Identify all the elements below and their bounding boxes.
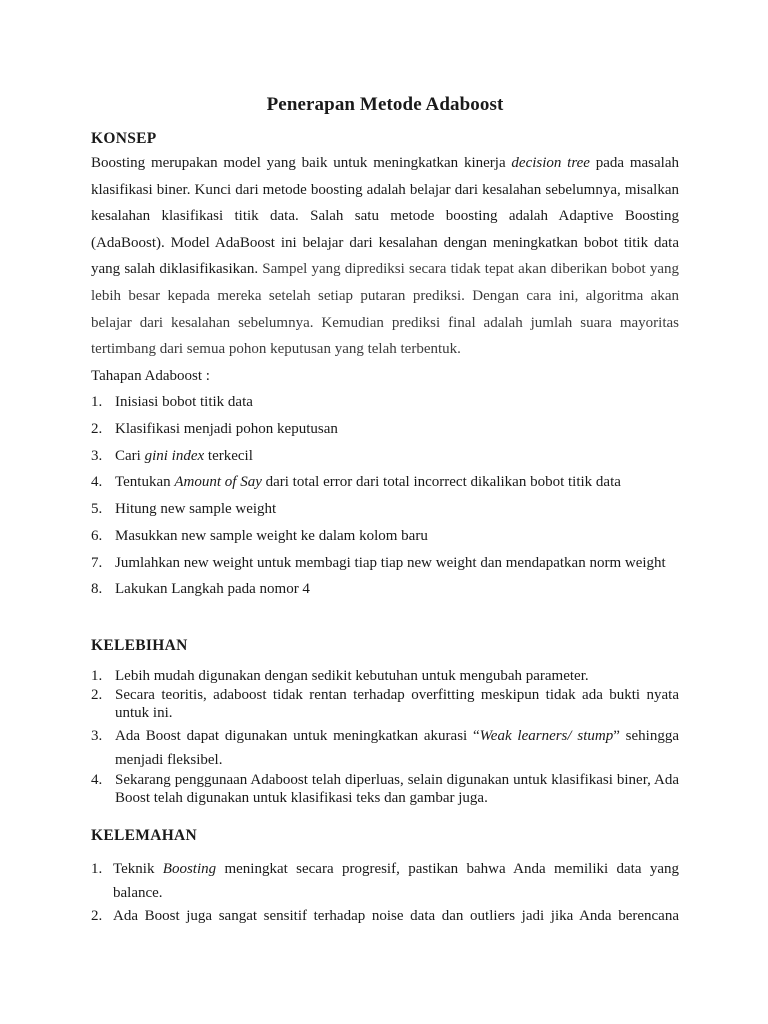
item-italic: Weak learners/ stump (479, 728, 614, 745)
item-number: 1. (91, 861, 103, 878)
konsep-heading: KONSEP (91, 130, 157, 147)
tahapan-label: Tahapan Adaboost : (91, 367, 210, 384)
item-text: Secara teoritis, adaboost tidak rentan terhadap overfitting meskipun tidak ada bukti nyata untuk ini. (115, 687, 679, 721)
item-text: Sekarang penggunaan Adaboost telah diperluas, selain digunakan untuk klasifikasi biner, Ada Boost telah digunakan untuk klasifikasi teks dan gambar juga. (115, 772, 679, 806)
item-italic: Amount of Say (174, 474, 262, 491)
kelemahan-heading: KELEMAHAN (91, 827, 198, 845)
konsep-italic-term: decision tree (511, 155, 590, 171)
item-number: 7. (91, 554, 103, 571)
item-number: 3. (91, 728, 103, 745)
item-text-post: terkecil (204, 447, 253, 464)
list-item (91, 389, 679, 416)
document-title: Penerapan Metode Adaboost (266, 94, 504, 115)
spacer (91, 809, 679, 827)
list-item (91, 469, 679, 496)
list-item (91, 724, 679, 772)
item-text: Hitung new sample weight (115, 501, 277, 518)
item-text: Jumlahkan new weight untuk membagi tiap tiap new weight dan mendapatkan norm weight (115, 554, 666, 571)
list-item (91, 576, 679, 603)
list-item (91, 668, 679, 686)
list-item (91, 550, 679, 577)
item-text: Lakukan Langkah pada nomor 4 (115, 581, 310, 598)
list-item (91, 905, 679, 929)
spacer (91, 655, 679, 668)
item-italic: Boosting (162, 861, 217, 878)
item-text: Klasifikasi menjadi pohon keputusan (115, 421, 338, 438)
tahapan-list (91, 389, 679, 603)
item-number: 4. (91, 772, 103, 789)
konsep-text-2: pada masalah klasifikasi biner. Kunci dari metode boosting adalah belajar dari kesalahan sebelumnya, misalkan kesalahan klasifikasi titik data. Salah satu metode boosting adalah Adaptive Boosting (AdaBoost). Model AdaBoost ini belajar dari kesalahan dengan meningkatkan bobot titik data yang salah diklasifikasikan. (91, 155, 679, 278)
list-item (91, 496, 679, 523)
list-item (91, 416, 679, 443)
konsep-text-3: Sampel yang diprediksi secara tidak tepat akan diberikan bobot yang lebih besar kepada mereka setelah setiap putaran prediksi. Dengan cara ini, algoritma akan belajar dari kesalahan sebelumnya. Kemudian prediksi final adalah jumlah suara mayoritas tertimbang dari semua pohon keputusan yang telah terbentuk. (91, 261, 679, 358)
list-item (91, 523, 679, 550)
item-text: Inisiasi bobot titik data (115, 394, 253, 411)
item-italic: gini index (144, 447, 205, 464)
konsep-paragraph (91, 150, 679, 363)
item-text: Lebih mudah digunakan dengan sedikit kebutuhan untuk mengubah parameter. (115, 667, 589, 684)
list-item (91, 772, 679, 807)
spacer (91, 603, 679, 637)
kelemahan-list (91, 858, 679, 929)
list-item (91, 858, 679, 905)
konsep-text-1: Boosting merupakan model yang baik untuk meningkatkan kinerja (91, 155, 512, 171)
item-number: 3. (91, 447, 103, 464)
list-item (91, 687, 679, 722)
kelebihan-heading: KELEBIHAN (91, 636, 188, 654)
item-text: Teknik (113, 861, 163, 878)
spacer (91, 845, 679, 858)
item-number: 2. (91, 687, 103, 704)
item-number: 8. (91, 581, 103, 598)
kelebihan-list (91, 668, 679, 808)
item-text: Ada Boost juga sangat sensitif terhadap noise data dan outliers jadi jika Anda berencana (113, 908, 679, 925)
item-number: 2. (91, 421, 103, 438)
item-text: Masukkan new sample weight ke dalam kolom baru (115, 527, 428, 544)
item-number: 1. (91, 394, 103, 411)
item-number: 1. (91, 667, 103, 684)
item-number: 6. (91, 527, 103, 544)
item-number: 4. (91, 474, 103, 491)
item-text: Cari (115, 447, 145, 464)
item-text: Ada Boost dapat digunakan untuk meningkatkan akurasi “ (115, 728, 480, 745)
item-text-post: meningkat secara progresif, pastikan bahwa Anda memiliki data yang balance. (113, 861, 680, 901)
item-number: 5. (91, 501, 103, 518)
item-number: 2. (91, 908, 103, 925)
item-text-post: ” sehingga menjadi fleksibel. (115, 728, 679, 769)
item-text-post: dari total error dari total incorrect dikalikan bobot titik data (261, 474, 621, 491)
list-item (91, 443, 679, 470)
item-text: Tentukan (115, 474, 175, 491)
